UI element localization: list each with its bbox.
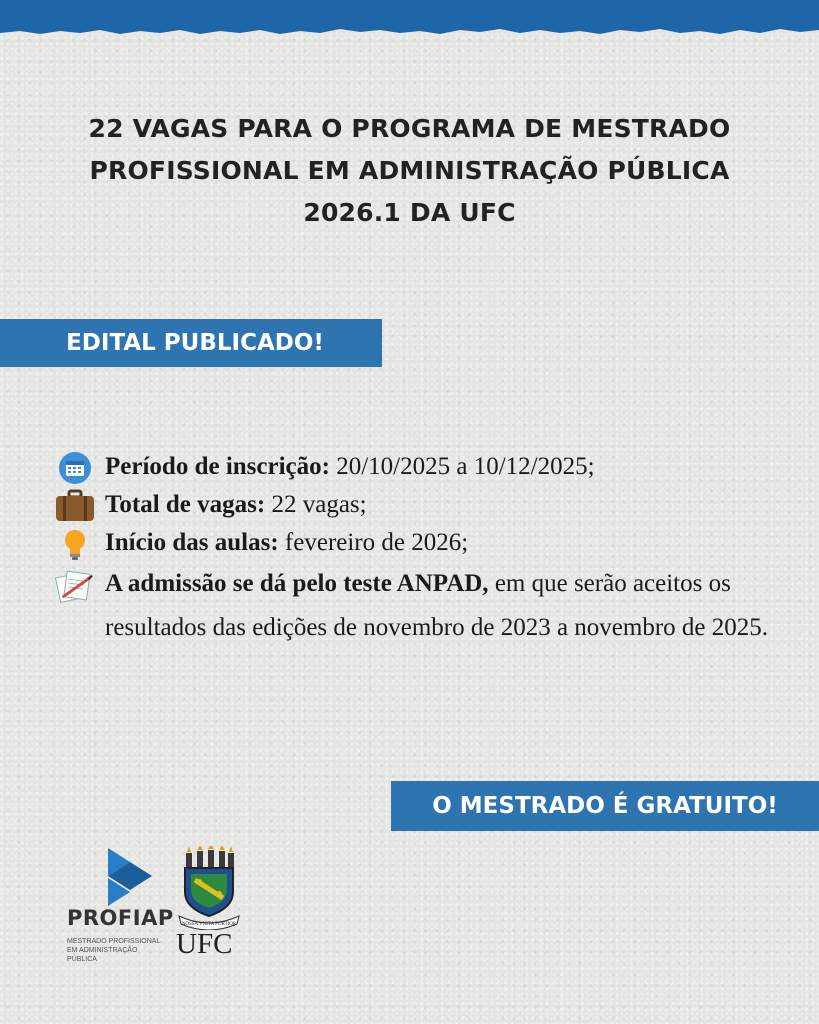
mestrado-gratuito-banner: O MESTRADO É GRATUITO! (391, 781, 819, 831)
documents-icon (54, 569, 96, 603)
info-value-admissao: em que serão aceitos os resultados das edições de novembro de 2023 a novembro de 2025. (105, 570, 769, 641)
info-value-vagas: 22 vagas; (265, 491, 367, 518)
briefcase-icon (54, 489, 96, 523)
info-value-aulas: fevereiro de 2026; (278, 529, 469, 556)
info-label-inscricao: Período de inscrição: (105, 453, 330, 480)
ufc-name: UFC (176, 928, 233, 960)
info-list (54, 448, 774, 650)
info-item-admissao (54, 562, 774, 650)
profiap-subtitle: MESTRADO PROFISSIONAL EM ADMINISTRAÇÃO PÚBLICA (67, 938, 161, 963)
headline: 22 VAGAS PARA O PROGRAMA DE MESTRADO PROFISSIONAL EM ADMINISTRAÇÃO PÚBLICA 2026.1 DA UFC (88, 114, 731, 227)
info-item-inscricao (54, 448, 774, 486)
info-label-aulas: Início das aulas: (105, 529, 279, 556)
edital-publicado-banner: EDITAL PUBLICADO! (0, 319, 382, 367)
calendar-icon (54, 451, 96, 485)
ufc-motto: NOSSA VNITA FORTIOR (181, 922, 237, 927)
top-torn-band (0, 0, 819, 42)
info-value-inscricao: 20/10/2025 a 10/12/2025; (329, 453, 595, 480)
info-label-vagas: Total de vagas: (105, 491, 266, 518)
info-label-admissao: A admissão se dá pelo teste ANPAD, (105, 570, 489, 597)
profiap-name: PROFIAP (67, 906, 174, 930)
lightbulb-icon (54, 527, 96, 561)
ufc-crest-logo (175, 846, 241, 936)
info-item-vagas (54, 486, 774, 524)
info-item-aulas (54, 524, 774, 562)
